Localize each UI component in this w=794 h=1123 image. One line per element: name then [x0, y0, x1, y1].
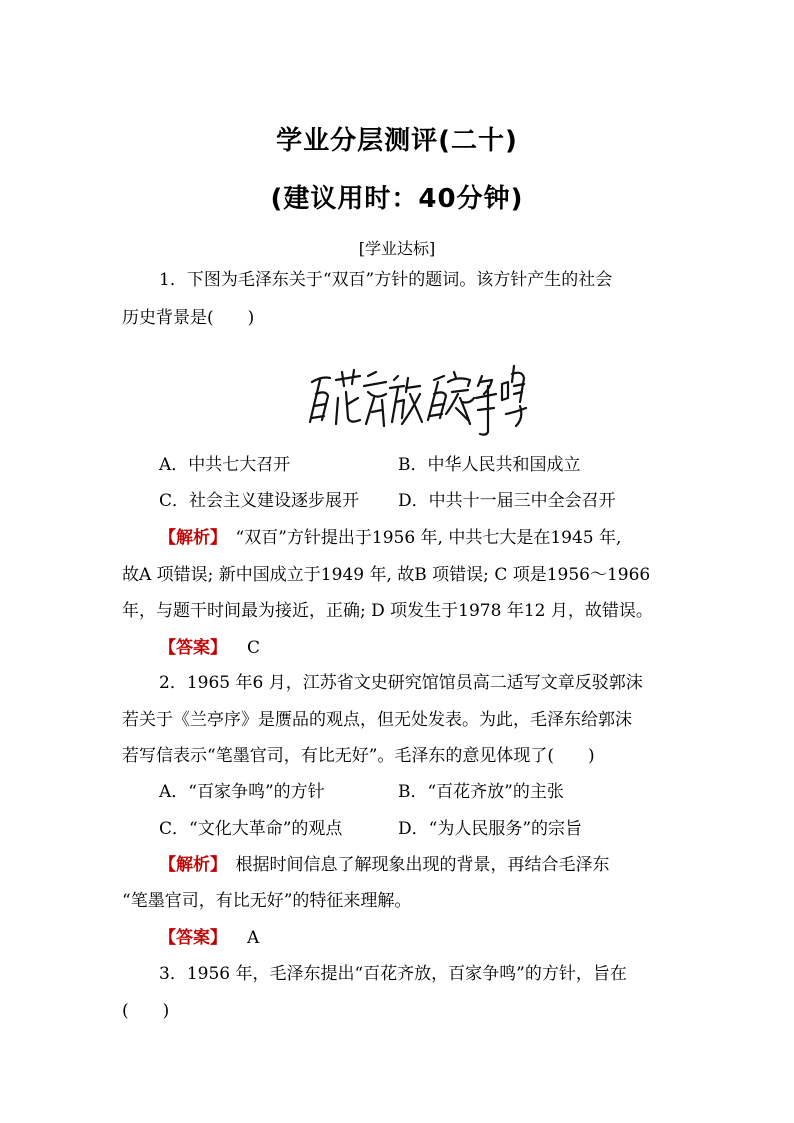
q2-option-c: C．“文化大革命”的观点 [159, 819, 343, 839]
analysis-text: “双百”方针提出于1956 年, 中共七大是在1945 年, [218, 528, 622, 548]
q2-stem-line1: 2．1965 年6 月，江苏省文史研究馆馆员高二适写文章反驳郭沫 [159, 673, 643, 693]
q1-analysis-line2: 故A 项错误; 新中国成立于1949 年, 故B 项错误; C 项是1956～1966 [122, 565, 651, 585]
q3-stem-line1: 3．1956 年，毛泽东提出“百花齐放，百家争鸣”的方针，旨在 [159, 964, 627, 984]
q1-option-c: C．社会主义建设逐步展开 [159, 491, 360, 511]
q1-option-a: A．中共七大召开 [159, 455, 291, 475]
q2-analysis-line2: “笔墨官司，有比无好”的特征来理解。 [122, 891, 412, 911]
section-label: [学业达标] [358, 239, 436, 258]
q1-stem-line2: 历史背景是( ) [122, 308, 255, 328]
q2-stem-line3: 若写信表示“笔墨官司，有比无好”。毛泽东的意见体现了( ) [122, 746, 595, 766]
q2-analysis-line1 [159, 854, 610, 876]
calligraphy-svg [302, 342, 534, 442]
q2-answer [159, 927, 259, 949]
page-subtitle: (建议用时：40分钟) [270, 184, 524, 214]
q3-stem-line2: ( ) [122, 1001, 170, 1021]
answer-tag: 【答案】 [159, 638, 227, 658]
analysis-tag: 【解析】 [159, 528, 219, 548]
q1-stem-line1: 1．下图为毛泽东关于“双百”方针的题词。该方针产生的社会 [159, 270, 613, 290]
answer-tag: 【答案】 [159, 928, 227, 948]
q1-analysis-line1 [159, 527, 621, 549]
answer-value: A [247, 928, 260, 948]
q2-stem-line2: 若关于《兰亭序》是赝品的观点，但无处发表。为此，毛泽东给郭沫 [122, 710, 632, 730]
page-title: 学业分层测评(二十) [276, 126, 518, 156]
q1-analysis-line3: 年，与题干时间最为接近，正确; D 项发生于1978 年12 月，故错误。 [122, 601, 653, 621]
analysis-text: 根据时间信息了解现象出现的背景，再结合毛泽东 [218, 855, 610, 875]
q1-answer [159, 637, 260, 659]
q2-option-a: A．“百家争鸣”的方针 [159, 782, 325, 802]
q2-option-b: B．“百花齐放”的主张 [398, 782, 564, 802]
q1-option-d: D．中共十一届三中全会召开 [398, 491, 616, 511]
calligraphy-image [302, 342, 534, 442]
analysis-tag: 【解析】 [159, 855, 219, 875]
q2-option-d: D．“为人民服务”的宗旨 [398, 819, 583, 839]
q1-option-b: B．中华人民共和国成立 [398, 455, 581, 475]
answer-value: C [247, 638, 261, 658]
